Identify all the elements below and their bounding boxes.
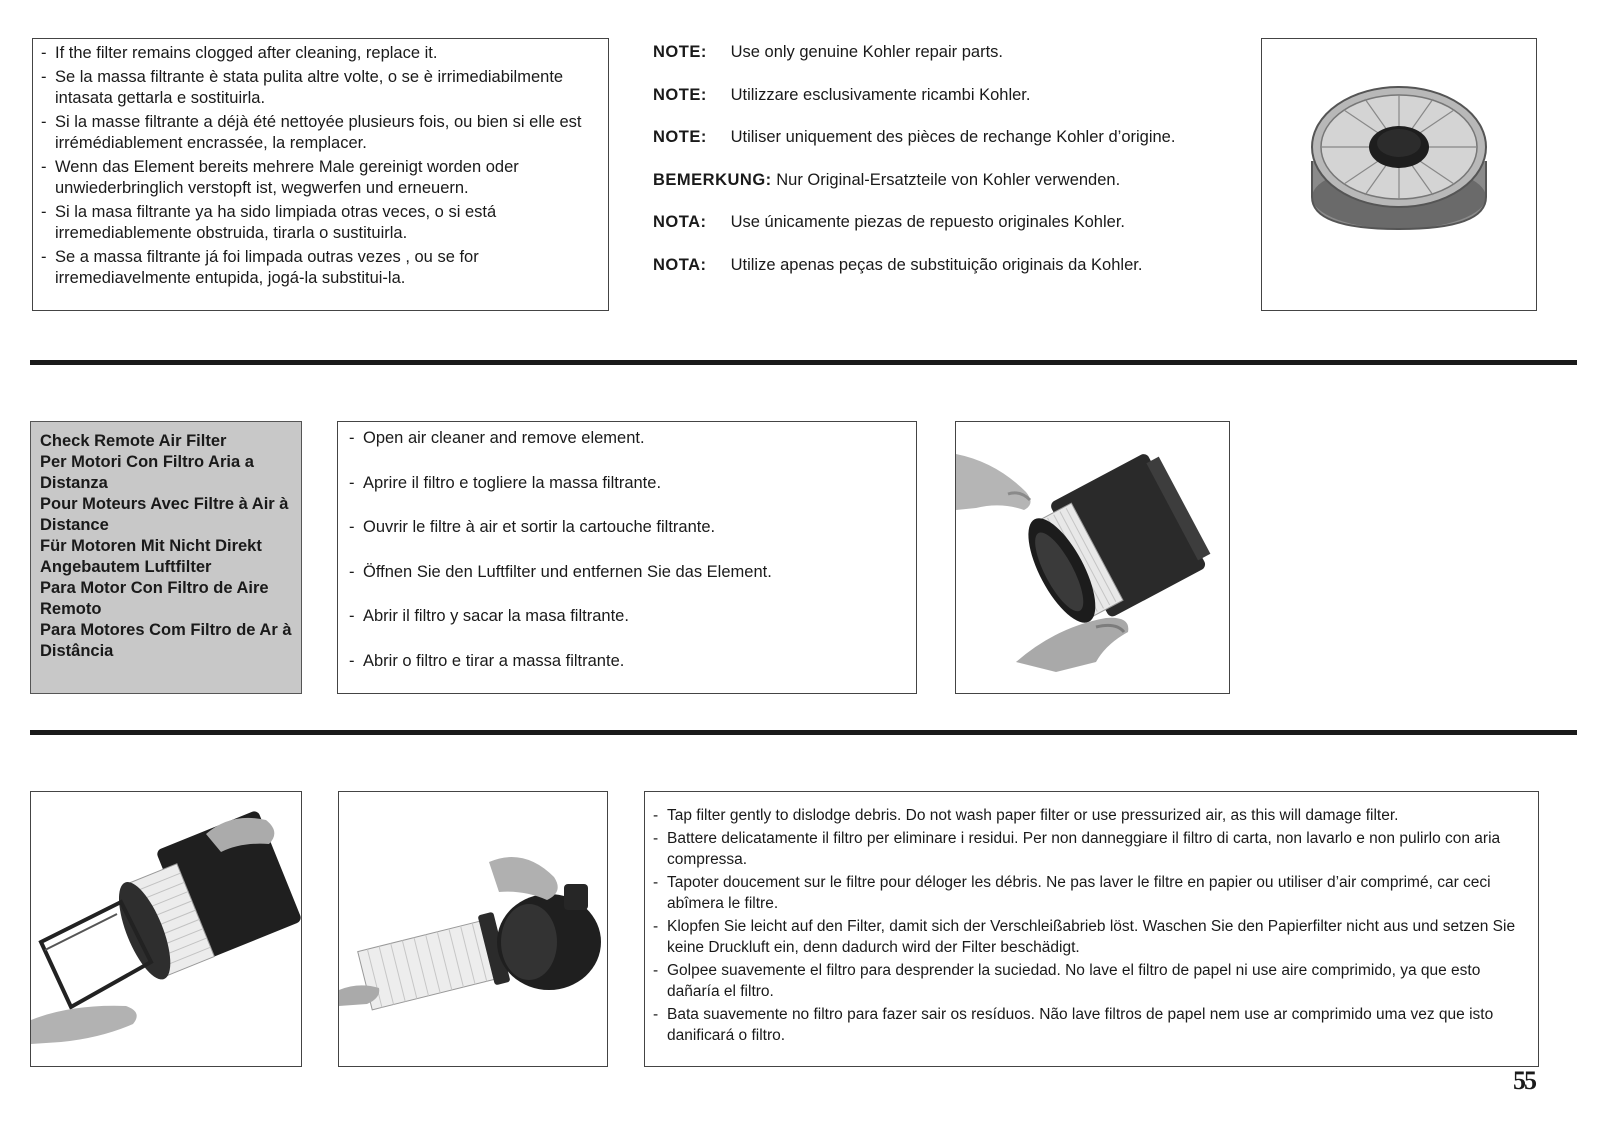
note-label: NOTE:	[653, 43, 707, 61]
list-item: - Klopfen Sie leicht auf den Filter, damit sich der Verschleißabrieb löst. Waschen Sie den Papierfilter nicht aus und setzen Sie keine Druckluft ein, denn dadurch wird der Filter beschädigt.	[653, 916, 1525, 958]
list-item: - Tapoter doucement sur le filtre pour déloger les débris. Ne pas laver le filtre en papier ou utiliser d’air comprimé, car ceci abîmera le filtre.	[653, 872, 1525, 914]
section-title-line: Check Remote Air Filter	[40, 432, 227, 450]
note-label: NOTA:	[653, 255, 707, 274]
open-air-cleaner-instructions	[337, 421, 917, 694]
note-text: Utilizzare esclusivamente ricambi Kohler.	[730, 85, 1031, 104]
round-filter-element-photo	[1261, 38, 1537, 311]
section-title-box	[30, 421, 302, 694]
note-text: Utiliser uniquement des pièces de rechange Kohler d’origine.	[730, 128, 1176, 146]
list-item: - If the filter remains clogged after cleaning, replace it.	[41, 43, 600, 64]
note-row	[653, 170, 1253, 213]
note-text: Use únicamente piezas de repuesto originales Kohler.	[730, 213, 1125, 231]
list-item: - Si la masa filtrante ya ha sido limpiada otras veces, o si está irremediablemente obstruida, tirarla o sustituirla.	[41, 202, 600, 244]
note-row	[653, 212, 1253, 255]
section-title-line: Para Motores Com Filtro de Ar à Distância	[40, 621, 292, 660]
tilt-canister-photo	[30, 791, 302, 1067]
list-item: - Ouvrir le filtre à air et sortir la cartouche filtrante.	[349, 517, 905, 538]
list-item: - Aprire il filtro e togliere la massa filtrante.	[349, 473, 905, 494]
tap-filter-list	[653, 805, 1525, 1046]
list-item: - Bata suavemente no filtro para fazer sair os resíduos. Não lave filtros de papel nem use ar comprimido uma vez que isto danificará o filtro.	[653, 1004, 1525, 1046]
note-row	[653, 255, 1253, 298]
genuine-parts-notes	[653, 42, 1253, 297]
note-row	[653, 127, 1253, 170]
list-item: - Golpee suavemente el filtro para desprender la suciedad. No lave el filtro de papel ni use aire comprimido, ya que esto dañaría el filtro.	[653, 960, 1525, 1002]
list-item: - Open air cleaner and remove element.	[349, 428, 905, 449]
clogged-filter-instructions	[32, 38, 609, 311]
note-label: NOTE:	[653, 85, 707, 104]
list-item: - Öffnen Sie den Luftfilter und entfernen Sie das Element.	[349, 562, 905, 583]
hands-tilting-canister-illustration	[31, 792, 301, 1066]
list-item: - Tap filter gently to dislodge debris. Do not wash paper filter or use pressurized air, as this will damage filter.	[653, 805, 1525, 826]
note-row	[653, 42, 1253, 85]
list-item: - Si la masse filtrante a déjà été nettoyée plusieurs fois, ou bien si elle est irrémédiablement encrassée, la remplacer.	[41, 112, 600, 154]
section-title-line: Für Motoren Mit Nicht Direkt Angebautem Luftfilter	[40, 537, 262, 576]
list-item: - Abrir o filtro e tirar a massa filtrante.	[349, 651, 905, 672]
note-text: Use only genuine Kohler repair parts.	[730, 43, 1003, 61]
note-row	[653, 85, 1253, 128]
note-text: Nur Original-Ersatzteile von Kohler verwenden.	[776, 170, 1121, 189]
list-item: - Se la massa filtrante è stata pulita altre volte, o se è irrimediabilmente intasata gettarla e sostituirla.	[41, 67, 600, 109]
note-label: NOTE:	[653, 128, 707, 146]
round-filter-element-illustration	[1262, 39, 1536, 310]
section-title-line: Para Motor Con Filtro de Aire Remoto	[40, 579, 269, 618]
hands-removing-element-illustration	[956, 422, 1229, 693]
section-divider	[30, 360, 1577, 365]
section-title-line: Per Motori Con Filtro Aria a Distanza	[40, 453, 254, 492]
hands-extracting-element-illustration	[339, 792, 607, 1066]
list-item: - Abrir il filtro y sacar la masa filtrante.	[349, 606, 905, 627]
clogged-filter-list	[41, 43, 600, 289]
section-title-line: Pour Moteurs Avec Filtre à Air à Distance	[40, 495, 289, 534]
tap-filter-instructions	[644, 791, 1539, 1067]
list-item: - Wenn das Element bereits mehrere Male gereinigt worden oder unwiederbringlich verstopft ist, wegwerfen und erneuern.	[41, 157, 600, 199]
list-item: - Se a massa filtrante já foi limpada outras vezes , ou se for irremediavelmente entupida, jogá-la substitui-la.	[41, 247, 600, 289]
section-divider	[30, 730, 1577, 735]
note-label: NOTA:	[653, 213, 707, 231]
page-number: 55	[1513, 1066, 1535, 1095]
remove-element-photo	[955, 421, 1230, 694]
note-text: Utilize apenas peças de substituição originais da Kohler.	[730, 255, 1143, 274]
extract-element-photo	[338, 791, 608, 1067]
note-label: BEMERKUNG:	[653, 170, 772, 189]
open-filter-list	[349, 428, 905, 672]
list-item: - Battere delicatamente il filtro per eliminare i residui. Per non danneggiare il filtro di carta, non lavarlo e non pulirlo con aria compressa.	[653, 828, 1525, 870]
